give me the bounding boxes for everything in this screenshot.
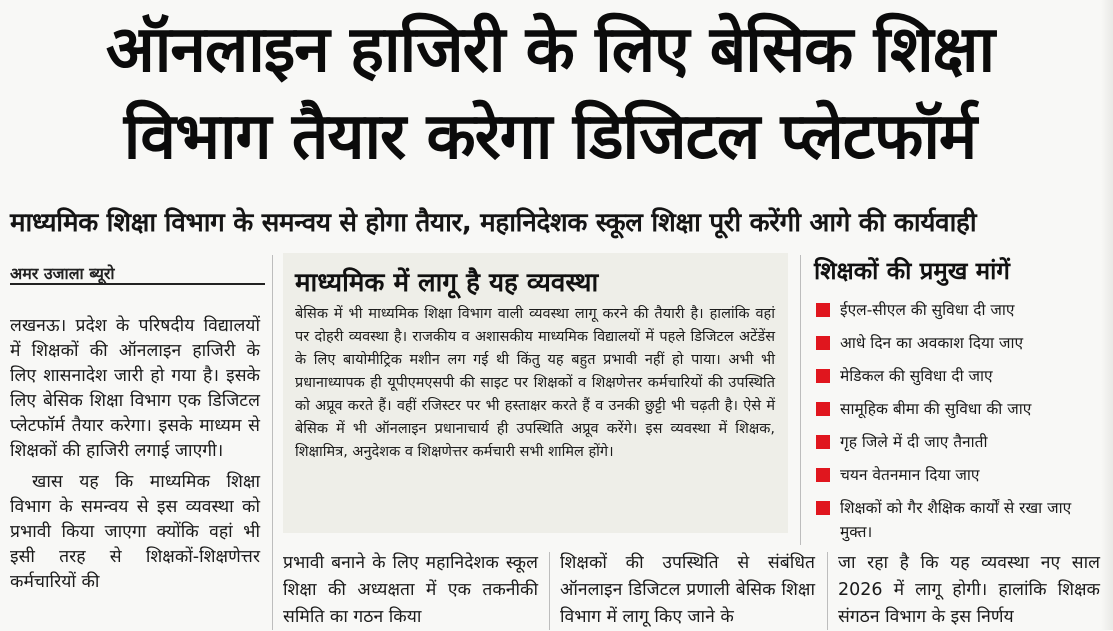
bullet-square-icon <box>816 501 830 515</box>
bullet-square-icon <box>816 435 830 449</box>
article-column-1 <box>10 314 260 601</box>
article-column-4: जा रहा है कि यह व्यवस्था नए साल 2026 में लागू होगी। हालांकि शिक्षक संगठन विभाग के इस निर्णय <box>838 553 1100 627</box>
demand-item-text: गृह जिले में दी जाए तैनाती <box>840 433 988 451</box>
demand-item <box>812 463 1102 487</box>
bullet-square-icon <box>816 369 830 383</box>
demand-item-text: मेडिकल की सुविधा दी जाए <box>840 367 993 385</box>
column-divider <box>272 255 273 630</box>
demand-item-text: आधे दिन का अवकाश दिया जाए <box>840 334 1024 352</box>
demand-item-text: ईएल-सीएल की सुविधा दी जाए <box>840 301 1015 319</box>
demand-item-text: सामूहिक बीमा की सुविधा की जाए <box>840 400 1032 418</box>
demands-list <box>812 253 1102 544</box>
byline: अमर उजाला ब्यूरो <box>10 264 115 283</box>
article-paragraph-2: खास यह कि माध्यमिक शिक्षा विभाग के समन्वय से इस व्यवस्था को प्रभावी किया जाएगा क्योंकि वहां भी इसी तरह से शिक्षकों-शिक्षणेत्तर कर्मचारियों की <box>10 472 260 592</box>
column-divider <box>800 255 801 545</box>
column-divider <box>827 552 828 630</box>
article-column-3: शिक्षकों की उपस्थिति से संबंधित ऑनलाइन डिजिटल प्रणाली बेसिक शिक्षा विभाग में लागू किए जाने के <box>560 553 815 627</box>
demand-item <box>812 364 1102 388</box>
demand-item <box>812 397 1102 421</box>
headline-line-1: ऑनलाइन हाजिरी के लिए बेसिक शिक्षा <box>105 13 995 87</box>
demand-item-text: शिक्षकों को गैर शैक्षिक कार्यों से रखा जाए मुक्त। <box>840 499 1072 541</box>
bullet-square-icon <box>816 303 830 317</box>
bullet-square-icon <box>816 468 830 482</box>
bullet-square-icon <box>816 402 830 416</box>
demand-item <box>812 331 1102 355</box>
headline-line-2: विभाग तैयार करेगा डिजिटल प्लेटफॉर्म <box>123 100 977 174</box>
column-divider <box>549 552 550 630</box>
demand-item <box>812 496 1102 544</box>
box-title: माध्यमिक में लागू है यह व्यवस्था <box>295 268 599 298</box>
page-edge <box>1101 0 1113 630</box>
demand-item <box>812 298 1102 322</box>
demands-title: शिक्षकों की प्रमुख मांगें <box>814 257 1010 285</box>
article-column-2: प्रभावी बनाने के लिए महानिदेशक स्कूल शिक्षा की अध्यक्षता में एक तकनीकी समिति का गठन किया <box>283 553 538 627</box>
bullet-square-icon <box>816 336 830 350</box>
sidebar-box <box>283 253 788 533</box>
demand-item-text: चयन वेतनमान दिया जाए <box>840 466 980 484</box>
demand-item <box>812 430 1102 454</box>
subheadline: माध्यमिक शिक्षा विभाग के समन्वय से होगा तैयार, महानिदेशक स्कूल शिक्षा पूरी करेंगी आगे की कार्यवाही <box>10 208 977 238</box>
article-paragraph-1: लखनऊ। प्रदेश के परिषदीय विद्यालयों में शिक्षकों की ऑनलाइन हाजिरी के लिए शासनादेश जारी हो गया है। इसके लिए बेसिक शिक्षा विभाग एक डिजिटल प्लेटफॉर्म तैयार करेगा। इसके माध्यम से शिक्षकों की हाजिरी लगाई जाएगी। <box>10 316 260 461</box>
box-body: बेसिक में भी माध्यमिक शिक्षा विभाग वाली व्यवस्था लागू करने की तैयारी है। हालांकि वहां पर दोहरी व्यवस्था है। राजकीय व अशासकीय माध्यमिक विद्यालयों में पहले डिजिटल अटेंडेंस के लिए बायोमीट्रिक मशीन लग गई थी किंतु यह बहुत प्रभावी नहीं हो पाया। अभी भी प्रधानाध्यापक ही यूपीएमएसपी की साइट पर शिक्षकों व शिक्षणेत्तर कर्मचारियों की उपस्थिति को अप्रूव करते हैं। वहीं रजिस्टर पर भी हस्ताक्षर करते हैं व उनकी छुट्टी भी चढ़ती है। ऐसे में बेसिक में भी ऑनलाइन प्रधानाचार्य ही उपस्थिति अप्रूव करेंगे। इस व्यवस्था में शिक्षक, शिक्षामित्र, अनुदेशक व शिक्षणेत्तर कर्मचारी सभी शामिल होंगे। <box>295 306 775 460</box>
